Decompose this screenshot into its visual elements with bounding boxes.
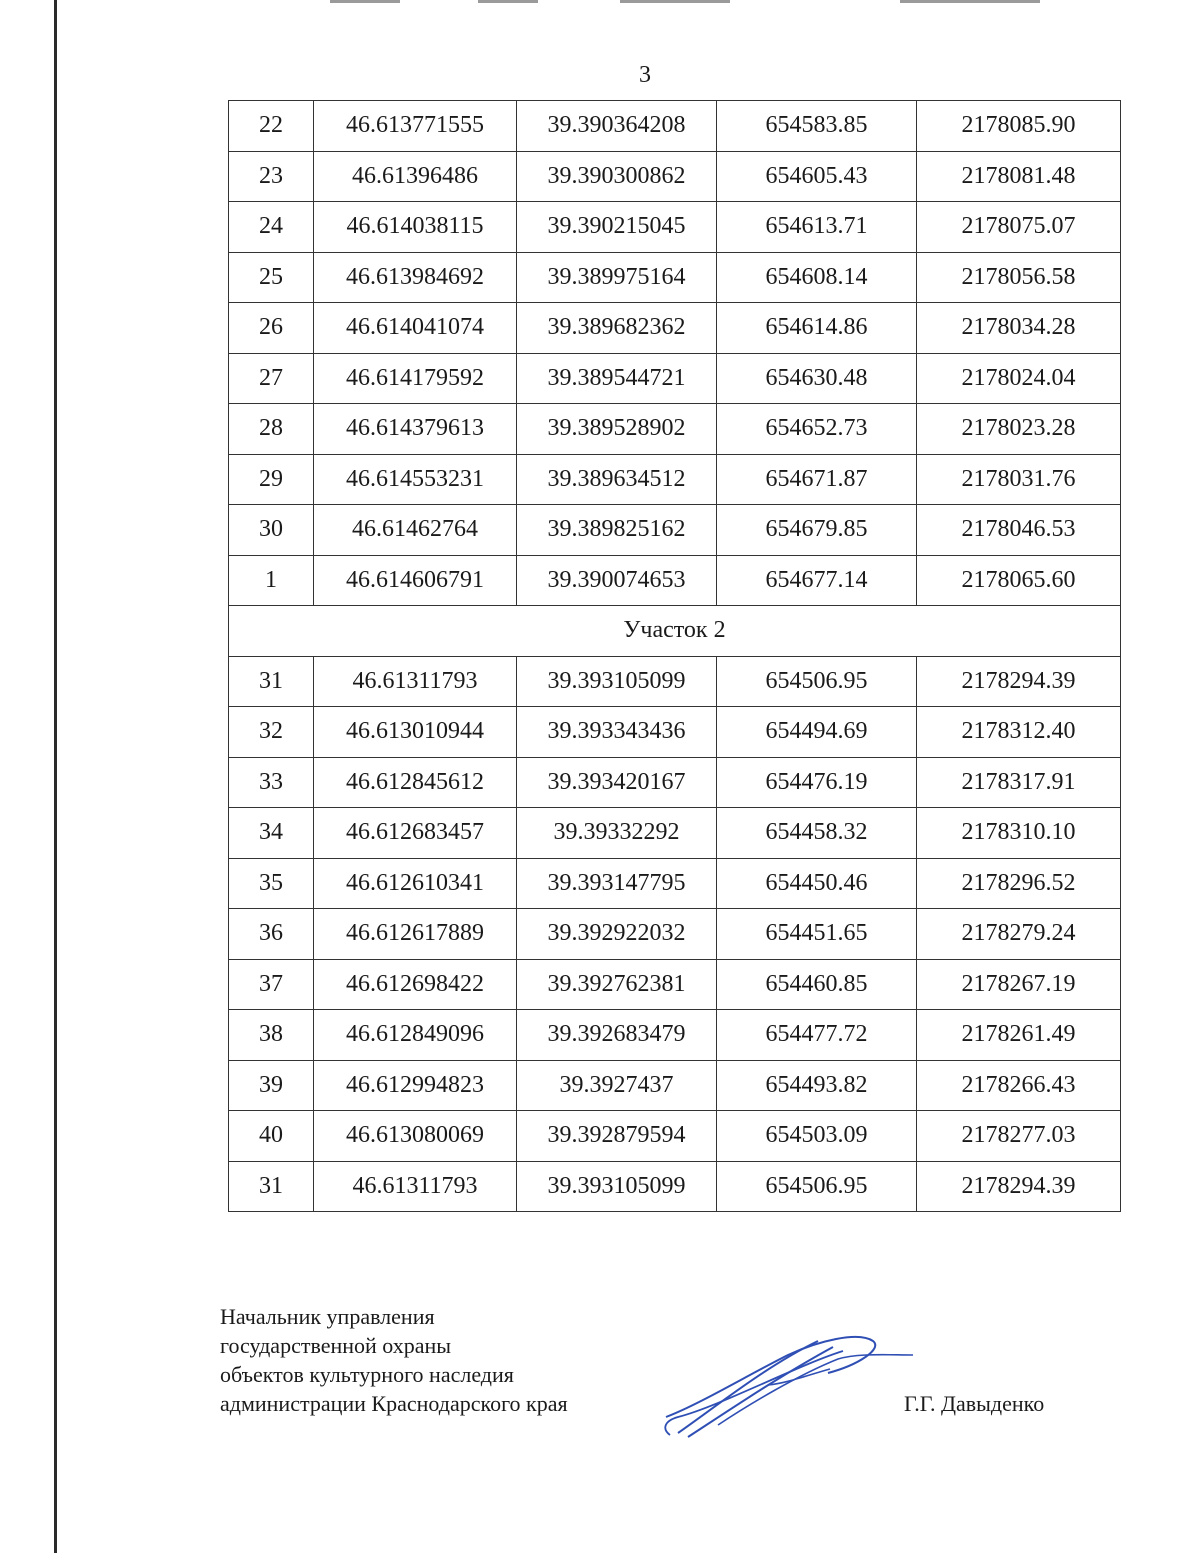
- longitude-cell: 39.392879594: [517, 1111, 717, 1162]
- longitude-cell: 39.393343436: [517, 707, 717, 758]
- x-coordinate-cell: 654677.14: [717, 555, 917, 606]
- y-coordinate-cell: 2178031.76: [917, 454, 1121, 505]
- y-coordinate-cell: 2178294.39: [917, 656, 1121, 707]
- y-coordinate-cell: 2178277.03: [917, 1111, 1121, 1162]
- table-row: [229, 202, 1121, 253]
- latitude-cell: 46.61311793: [314, 656, 517, 707]
- latitude-cell: 46.613771555: [314, 101, 517, 152]
- longitude-cell: 39.389975164: [517, 252, 717, 303]
- top-scan-marks: [0, 0, 1200, 8]
- y-coordinate-cell: 2178310.10: [917, 808, 1121, 859]
- point-number-cell: 37: [229, 959, 314, 1010]
- point-number-cell: 36: [229, 909, 314, 960]
- longitude-cell: 39.389528902: [517, 404, 717, 455]
- handwritten-signature: [658, 1325, 918, 1445]
- x-coordinate-cell: 654458.32: [717, 808, 917, 859]
- y-coordinate-cell: 2178266.43: [917, 1060, 1121, 1111]
- latitude-cell: 46.613010944: [314, 707, 517, 758]
- x-coordinate-cell: 654451.65: [717, 909, 917, 960]
- point-number-cell: 38: [229, 1010, 314, 1061]
- table-row: [229, 909, 1121, 960]
- x-coordinate-cell: 654583.85: [717, 101, 917, 152]
- table-row: [229, 252, 1121, 303]
- latitude-cell: 46.613080069: [314, 1111, 517, 1162]
- x-coordinate-cell: 654608.14: [717, 252, 917, 303]
- coordinates-table-body: [229, 101, 1121, 1212]
- point-number-cell: 27: [229, 353, 314, 404]
- latitude-cell: 46.614179592: [314, 353, 517, 404]
- latitude-cell: 46.614553231: [314, 454, 517, 505]
- table-row: [229, 454, 1121, 505]
- longitude-cell: 39.389544721: [517, 353, 717, 404]
- longitude-cell: 39.393105099: [517, 1161, 717, 1212]
- y-coordinate-cell: 2178081.48: [917, 151, 1121, 202]
- longitude-cell: 39.390215045: [517, 202, 717, 253]
- y-coordinate-cell: 2178065.60: [917, 555, 1121, 606]
- longitude-cell: 39.389825162: [517, 505, 717, 556]
- longitude-cell: 39.393420167: [517, 757, 717, 808]
- table-row: [229, 1161, 1121, 1212]
- longitude-cell: 39.392922032: [517, 909, 717, 960]
- point-number-cell: 40: [229, 1111, 314, 1162]
- table-row: [229, 404, 1121, 455]
- longitude-cell: 39.392762381: [517, 959, 717, 1010]
- x-coordinate-cell: 654476.19: [717, 757, 917, 808]
- y-coordinate-cell: 2178023.28: [917, 404, 1121, 455]
- x-coordinate-cell: 654494.69: [717, 707, 917, 758]
- page-number: 3: [639, 62, 651, 88]
- table-row: [229, 1060, 1121, 1111]
- signatory-title-line: государственной охраны: [220, 1333, 452, 1358]
- latitude-cell: 46.612698422: [314, 959, 517, 1010]
- x-coordinate-cell: 654605.43: [717, 151, 917, 202]
- table-row: [229, 858, 1121, 909]
- y-coordinate-cell: 2178046.53: [917, 505, 1121, 556]
- y-coordinate-cell: 2178294.39: [917, 1161, 1121, 1212]
- longitude-cell: 39.389682362: [517, 303, 717, 354]
- table-row: [229, 808, 1121, 859]
- point-number-cell: 39: [229, 1060, 314, 1111]
- longitude-cell: 39.392683479: [517, 1010, 717, 1061]
- point-number-cell: 30: [229, 505, 314, 556]
- x-coordinate-cell: 654652.73: [717, 404, 917, 455]
- x-coordinate-cell: 654506.95: [717, 1161, 917, 1212]
- x-coordinate-cell: 654614.86: [717, 303, 917, 354]
- table-row: [229, 757, 1121, 808]
- latitude-cell: 46.612849096: [314, 1010, 517, 1061]
- latitude-cell: 46.614379613: [314, 404, 517, 455]
- latitude-cell: 46.61396486: [314, 151, 517, 202]
- point-number-cell: 35: [229, 858, 314, 909]
- latitude-cell: 46.614606791: [314, 555, 517, 606]
- latitude-cell: 46.614041074: [314, 303, 517, 354]
- section-title: Участок 2: [229, 606, 1121, 657]
- point-number-cell: 28: [229, 404, 314, 455]
- y-coordinate-cell: 2178056.58: [917, 252, 1121, 303]
- longitude-cell: 39.393147795: [517, 858, 717, 909]
- y-coordinate-cell: 2178279.24: [917, 909, 1121, 960]
- x-coordinate-cell: 654630.48: [717, 353, 917, 404]
- table-row: [229, 353, 1121, 404]
- latitude-cell: 46.614038115: [314, 202, 517, 253]
- x-coordinate-cell: 654613.71: [717, 202, 917, 253]
- x-coordinate-cell: 654477.72: [717, 1010, 917, 1061]
- x-coordinate-cell: 654671.87: [717, 454, 917, 505]
- latitude-cell: 46.612683457: [314, 808, 517, 859]
- x-coordinate-cell: 654503.09: [717, 1111, 917, 1162]
- latitude-cell: 46.61462764: [314, 505, 517, 556]
- table-row: [229, 1111, 1121, 1162]
- x-coordinate-cell: 654460.85: [717, 959, 917, 1010]
- y-coordinate-cell: 2178034.28: [917, 303, 1121, 354]
- table-row: [229, 505, 1121, 556]
- point-number-cell: 33: [229, 757, 314, 808]
- point-number-cell: 1: [229, 555, 314, 606]
- x-coordinate-cell: 654679.85: [717, 505, 917, 556]
- y-coordinate-cell: 2178075.07: [917, 202, 1121, 253]
- point-number-cell: 22: [229, 101, 314, 152]
- y-coordinate-cell: 2178085.90: [917, 101, 1121, 152]
- table-row: [229, 101, 1121, 152]
- longitude-cell: 39.390074653: [517, 555, 717, 606]
- table-row: [229, 656, 1121, 707]
- x-coordinate-cell: 654493.82: [717, 1060, 917, 1111]
- table-row: [229, 151, 1121, 202]
- y-coordinate-cell: 2178261.49: [917, 1010, 1121, 1061]
- point-number-cell: 32: [229, 707, 314, 758]
- point-number-cell: 26: [229, 303, 314, 354]
- x-coordinate-cell: 654450.46: [717, 858, 917, 909]
- latitude-cell: 46.612845612: [314, 757, 517, 808]
- y-coordinate-cell: 2178024.04: [917, 353, 1121, 404]
- longitude-cell: 39.389634512: [517, 454, 717, 505]
- point-number-cell: 23: [229, 151, 314, 202]
- point-number-cell: 31: [229, 656, 314, 707]
- longitude-cell: 39.39332292: [517, 808, 717, 859]
- y-coordinate-cell: 2178312.40: [917, 707, 1121, 758]
- point-number-cell: 34: [229, 808, 314, 859]
- section-row: [229, 606, 1121, 657]
- x-coordinate-cell: 654506.95: [717, 656, 917, 707]
- point-number-cell: 31: [229, 1161, 314, 1212]
- signatory-title-line: администрации Краснодарского края: [220, 1391, 568, 1416]
- page-edge-line: [54, 0, 57, 1553]
- latitude-cell: 46.613984692: [314, 252, 517, 303]
- y-coordinate-cell: 2178267.19: [917, 959, 1121, 1010]
- latitude-cell: 46.612617889: [314, 909, 517, 960]
- y-coordinate-cell: 2178296.52: [917, 858, 1121, 909]
- latitude-cell: 46.61311793: [314, 1161, 517, 1212]
- signatory-title-line: объектов культурного наследия: [220, 1362, 514, 1387]
- signatory-title: [220, 1302, 568, 1418]
- signatory-name: Г.Г. Давыденко: [904, 1391, 1045, 1416]
- signatory-title-line: Начальник управления: [220, 1304, 435, 1329]
- table-row: [229, 303, 1121, 354]
- longitude-cell: 39.393105099: [517, 656, 717, 707]
- longitude-cell: 39.3927437: [517, 1060, 717, 1111]
- longitude-cell: 39.390300862: [517, 151, 717, 202]
- table-row: [229, 707, 1121, 758]
- table-row: [229, 1010, 1121, 1061]
- longitude-cell: 39.390364208: [517, 101, 717, 152]
- latitude-cell: 46.612610341: [314, 858, 517, 909]
- y-coordinate-cell: 2178317.91: [917, 757, 1121, 808]
- point-number-cell: 24: [229, 202, 314, 253]
- point-number-cell: 29: [229, 454, 314, 505]
- table-row: [229, 959, 1121, 1010]
- coordinates-table: [228, 100, 1121, 1212]
- point-number-cell: 25: [229, 252, 314, 303]
- latitude-cell: 46.612994823: [314, 1060, 517, 1111]
- table-row: [229, 555, 1121, 606]
